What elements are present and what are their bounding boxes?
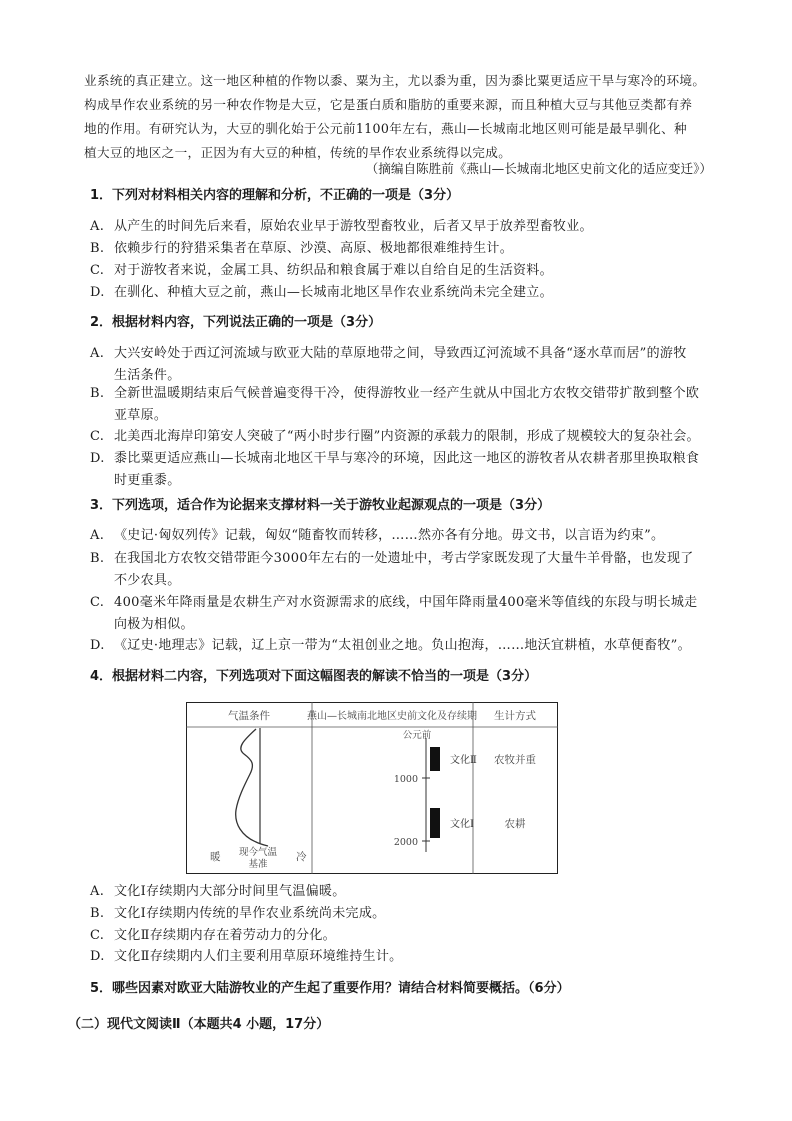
option-text: 北美西北海岸印第安人突破了“两小时步行圈”内资源的承载力的限制，形成了规模较大的复杂社会。 bbox=[114, 429, 700, 444]
q3-option-d[interactable] bbox=[90, 637, 691, 655]
q2-option-d[interactable] bbox=[90, 450, 699, 468]
option-text: 从产生的时间先后来看，原始农业早于游牧型畜牧业，后者又早于放养型畜牧业。 bbox=[114, 219, 593, 234]
option-text: 文化Ⅱ存续期内人们主要利用草原环境维持生计。 bbox=[114, 949, 403, 964]
option-label: A. bbox=[90, 528, 105, 543]
option-label: C. bbox=[90, 263, 105, 278]
label-baseline-2: 基准 bbox=[248, 859, 268, 870]
option-text: 400毫米年降雨量是农耕生产对水资源需求的底线，中国年降雨量400毫米等值线的东段与明长城走 bbox=[114, 595, 698, 610]
q2-option-b-cont: 亚草原。 bbox=[114, 408, 168, 423]
option-label: C. bbox=[90, 928, 105, 943]
q2-option-c[interactable] bbox=[90, 428, 700, 446]
header-livelihood: 生计方式 bbox=[494, 710, 536, 722]
option-label: D. bbox=[90, 949, 105, 964]
option-text: 文化Ⅱ存续期内存在着劳动力的分化。 bbox=[114, 928, 336, 943]
question-5-stem: 5．哪些因素对欧亚大陆游牧业的产生起了重要作用？请结合材料简要概括。（6分） bbox=[90, 981, 570, 996]
mode-culture-2: 农牧并重 bbox=[494, 754, 536, 766]
era-label: 公元前 bbox=[402, 730, 432, 741]
q3-option-b-cont: 不少农具。 bbox=[114, 573, 181, 588]
option-label: A. bbox=[90, 219, 105, 234]
option-label: D. bbox=[90, 285, 105, 300]
q3-option-c-cont: 向极为相似。 bbox=[114, 617, 194, 632]
q3-option-b[interactable] bbox=[90, 550, 694, 568]
q1-option-c[interactable] bbox=[90, 262, 553, 280]
option-label: C. bbox=[90, 429, 105, 444]
header-temperature: 气温条件 bbox=[228, 710, 270, 722]
q3-option-a[interactable] bbox=[90, 527, 664, 545]
q4-option-a[interactable] bbox=[90, 883, 346, 901]
option-label: D. bbox=[90, 451, 105, 466]
passage-line-4: 植大豆的地区之一，正因为有大豆的种植，传统的旱作农业系统得以完成。 bbox=[84, 145, 512, 160]
question-2-stem: 2．根据材料内容，下列说法正确的一项是（3分） bbox=[90, 315, 382, 330]
q2-option-a-cont: 生活条件。 bbox=[114, 368, 181, 383]
question-4-stem: 4．根据材料二内容，下列选项对下面这幅图表的解读不恰当的一项是（3分） bbox=[90, 669, 538, 684]
option-label: B. bbox=[90, 906, 105, 921]
culture-2-bar bbox=[430, 747, 440, 771]
culture-1-label: 文化Ⅰ bbox=[450, 819, 474, 830]
option-text: 全新世温暖期结束后气候普遍变得干冷，使得游牧业一经产生就从中国北方农牧交错带扩散到整个欧 bbox=[114, 386, 700, 401]
q1-option-d[interactable] bbox=[90, 284, 553, 302]
culture-1-bar bbox=[430, 808, 440, 838]
question-3-stem: 3．下列选项，适合作为论据来支撑材料一关于游牧业起源观点的一项是（3分） bbox=[90, 498, 551, 513]
q1-option-a[interactable] bbox=[90, 218, 593, 236]
q4-option-d[interactable] bbox=[90, 948, 402, 966]
option-label: B. bbox=[90, 241, 105, 256]
option-text: 文化Ⅰ存续期内传统的旱作农业系统尚未完成。 bbox=[114, 906, 386, 921]
label-warm: 暖 bbox=[210, 851, 221, 863]
passage-line-1: 业系统的真正建立。这一地区种植的作物以黍、粟为主，尤以黍为重，因为黍比粟更适应干旱与寒冷的环境。 bbox=[84, 73, 706, 88]
option-label: B. bbox=[90, 551, 105, 566]
tick-label-1000: 1000 bbox=[393, 774, 418, 785]
culture-2-label: 文化Ⅱ bbox=[450, 755, 477, 766]
passage-line-3: 地的作用。有研究认为，大豆的驯化始于公元前1100年左右，燕山—长城南北地区则可能是最早驯化、种 bbox=[84, 121, 687, 136]
header-cultures: 燕山—长城南北地区史前文化及存续期 bbox=[307, 711, 477, 722]
label-baseline: 现今气温 bbox=[238, 847, 278, 858]
option-label: D. bbox=[90, 638, 105, 653]
option-label: A. bbox=[90, 346, 105, 361]
label-cold: 冷 bbox=[296, 851, 307, 863]
q4-option-c[interactable] bbox=[90, 927, 336, 945]
section-title: （二）现代文阅读Ⅱ（本题共4 小题，17分） bbox=[68, 1017, 330, 1032]
question-1-stem: 1．下列对材料相关内容的理解和分析，不正确的一项是（3分） bbox=[90, 188, 460, 203]
tick-label-2000: 2000 bbox=[393, 837, 418, 848]
passage-citation: （摘编自陈胜前《燕山—长城南北地区史前文化的适应变迁》） bbox=[365, 161, 712, 176]
option-label: A. bbox=[90, 884, 105, 899]
option-text: 在驯化、种植大豆之前，燕山—长城南北地区旱作农业系统尚未完全建立。 bbox=[114, 285, 553, 300]
option-label: B. bbox=[90, 386, 105, 401]
q2-option-d-cont: 时更重黍。 bbox=[114, 473, 181, 488]
option-label: C. bbox=[90, 595, 105, 610]
passage-line-2: 构成旱作农业系统的另一种农作物是大豆，它是蛋白质和脂肪的重要来源，而且种植大豆与其他豆类都有养 bbox=[84, 97, 693, 112]
q3-option-c[interactable] bbox=[90, 594, 697, 612]
q2-option-a[interactable] bbox=[90, 345, 687, 363]
mode-culture-1: 农耕 bbox=[504, 818, 526, 830]
option-text: 在我国北方农牧交错带距今3000年左右的一处遗址中，考古学家既发现了大量牛羊骨骼，也发现了 bbox=[114, 551, 694, 566]
q4-option-b[interactable] bbox=[90, 905, 385, 923]
option-text: 文化Ⅰ存续期内大部分时间里气温偏暖。 bbox=[114, 884, 346, 899]
option-text: 黍比粟更适应燕山—长城南北地区干旱与寒冷的环境，因此这一地区的游牧者从农耕者那里换取粮食 bbox=[114, 451, 700, 466]
climate-culture-figure bbox=[186, 702, 558, 874]
option-text: 依赖步行的狩猎采集者在草原、沙漠、高原、极地都很难维持生计。 bbox=[114, 241, 514, 256]
option-text: 对于游牧者来说，金属工具、纺织品和粮食属于难以自给自足的生活资料。 bbox=[114, 263, 553, 278]
option-text: 《史记·匈奴列传》记载，匈奴“随畜牧而转移，……然亦各有分地。毋文书，以言语为约束”。 bbox=[114, 528, 665, 543]
q1-option-b[interactable] bbox=[90, 240, 513, 258]
q2-option-b[interactable] bbox=[90, 385, 699, 403]
option-text: 《辽史·地理志》记载，辽上京一带为“太祖创业之地。负山抱海，……地沃宜耕植，水草便畜牧”。 bbox=[114, 638, 691, 653]
option-text: 大兴安岭处于西辽河流域与欧亚大陆的草原地带之间，导致西辽河流域不具备“逐水草而居”的游牧 bbox=[114, 346, 687, 361]
